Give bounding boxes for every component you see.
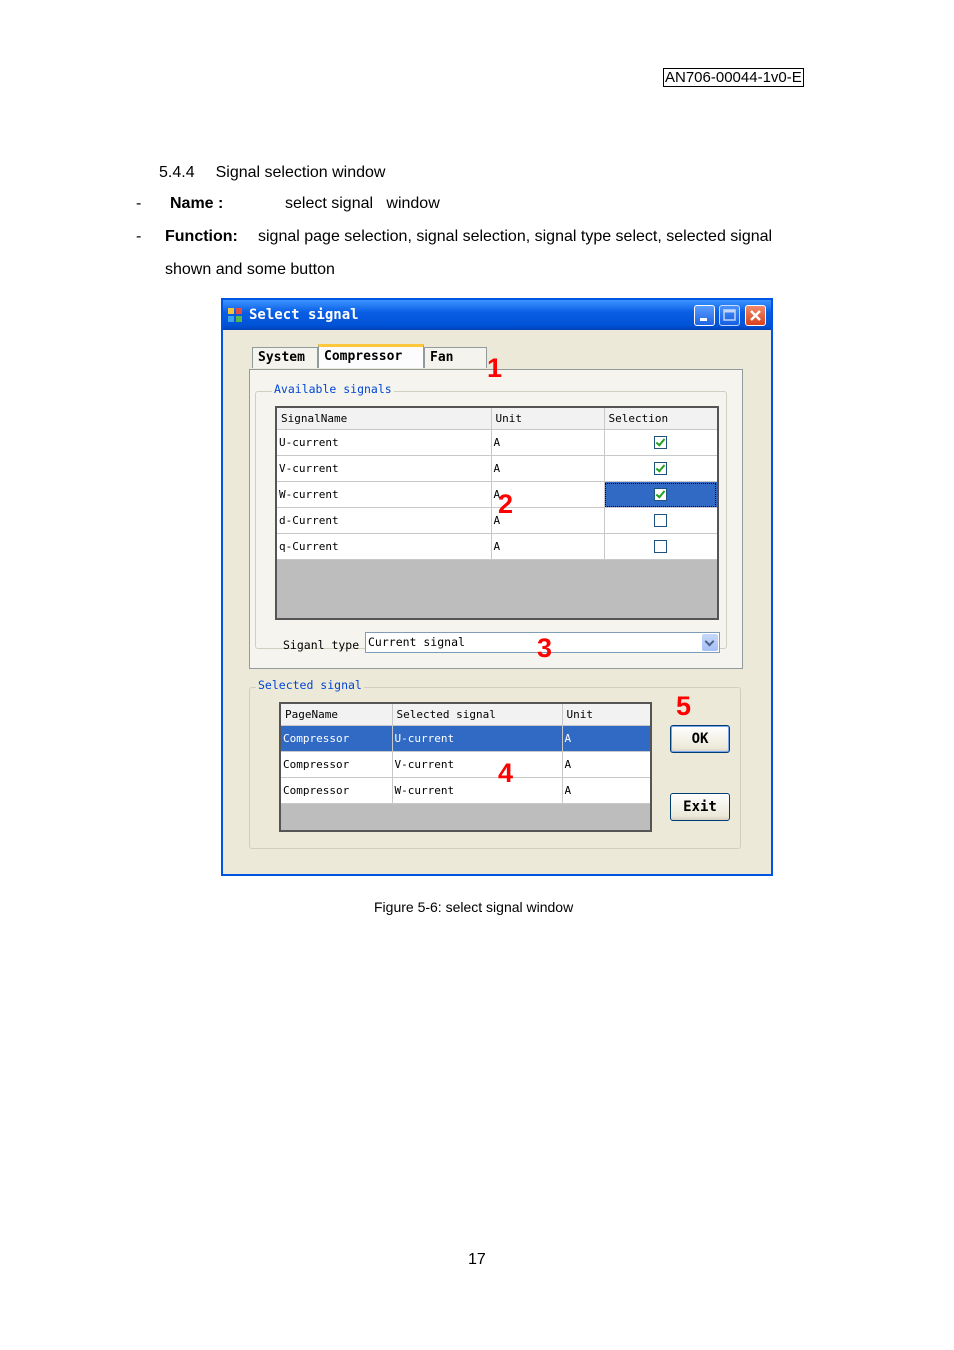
signal-name-cell[interactable]: q-Current — [277, 534, 491, 560]
table-row[interactable] — [277, 430, 717, 456]
unit-cell[interactable]: A — [562, 726, 650, 752]
close-button[interactable] — [745, 305, 766, 326]
signal-name-cell[interactable]: V-current — [277, 456, 491, 482]
document-id: AN706-00044-1v0-E — [665, 69, 802, 86]
signal-name-cell[interactable]: W-current — [277, 482, 491, 508]
annotation-marker-3: 3 — [537, 633, 553, 663]
annotation-marker-1: 1 — [487, 353, 503, 383]
table-row[interactable] — [277, 534, 717, 560]
column-header-unit[interactable]: Unit — [562, 704, 650, 726]
signal-unit-cell[interactable]: A — [491, 456, 604, 482]
ok-button[interactable]: OK — [670, 725, 730, 753]
maximize-icon — [720, 306, 739, 325]
window-client — [223, 330, 771, 874]
table-row-selected[interactable] — [281, 726, 650, 752]
signal-name-cell[interactable]: d-Current — [277, 508, 491, 534]
table-row[interactable] — [281, 778, 650, 804]
bullet-text-function: signal page selection, signal selection, signal type select, selected signal — [258, 228, 773, 245]
app-icon — [228, 308, 242, 322]
maximize-button[interactable] — [719, 305, 740, 326]
signal-unit-cell[interactable]: A — [491, 430, 604, 456]
close-icon — [746, 306, 765, 325]
annotation-marker-5: 5 — [676, 691, 692, 721]
section-heading — [159, 164, 385, 182]
column-header-selected-signal[interactable]: Selected signal — [392, 704, 562, 726]
section-number: 5.4.4 — [159, 164, 195, 181]
table-row[interactable] — [281, 752, 650, 778]
checkbox-checked[interactable] — [654, 462, 667, 475]
grid-header-row — [281, 704, 650, 726]
table-row[interactable] — [277, 456, 717, 482]
section-title: Signal selection window — [215, 164, 386, 181]
tab-panel-compressor — [249, 369, 743, 669]
minimize-icon — [695, 306, 714, 325]
selected-signal-grid — [279, 702, 652, 832]
selection-cell[interactable] — [604, 534, 717, 560]
bullet-text-function-continued: shown and some button — [165, 261, 335, 278]
bullet-label-function: Function: — [165, 228, 238, 245]
tab-system[interactable]: System — [252, 347, 318, 368]
bullet-dash-name: - — [136, 195, 142, 212]
tab-compressor[interactable]: Compressor — [318, 344, 424, 368]
unit-cell[interactable]: A — [562, 778, 650, 804]
select-signal-window — [221, 298, 773, 876]
page-name-cell[interactable]: Compressor — [281, 726, 392, 752]
minimize-button[interactable] — [694, 305, 715, 326]
column-header-pagename[interactable]: PageName — [281, 704, 392, 726]
selected-signal-cell[interactable]: V-current — [392, 752, 562, 778]
table-row[interactable] — [277, 482, 717, 508]
checkbox-unchecked[interactable] — [654, 540, 667, 553]
selection-cell-focused[interactable] — [604, 482, 717, 508]
figure-caption: Figure 5-6: select signal window — [374, 899, 574, 915]
checkbox-checked[interactable] — [654, 488, 667, 501]
selected-signal-legend: Selected signal — [258, 678, 362, 692]
signal-unit-cell[interactable]: A — [491, 482, 604, 508]
selected-signal-cell[interactable]: U-current — [392, 726, 562, 752]
available-signals-legend: Available signals — [274, 382, 392, 396]
signal-type-value: Current signal — [368, 635, 465, 649]
available-signals-grid — [275, 406, 719, 620]
checkbox-checked[interactable] — [654, 436, 667, 449]
selection-cell[interactable] — [604, 508, 717, 534]
table-row[interactable] — [277, 508, 717, 534]
bullet-label-name: Name : — [170, 195, 224, 212]
selection-cell[interactable] — [604, 456, 717, 482]
column-header-unit[interactable]: Unit — [491, 408, 604, 430]
bullet-text-name: select signal window — [285, 195, 440, 212]
annotation-marker-2: 2 — [498, 489, 514, 519]
annotation-marker-4: 4 — [498, 758, 514, 788]
checkbox-unchecked[interactable] — [654, 514, 667, 527]
selected-signal-cell[interactable]: W-current — [392, 778, 562, 804]
column-header-signalname[interactable]: SignalName — [277, 408, 491, 430]
exit-button[interactable]: Exit — [670, 793, 730, 821]
page-number: 17 — [468, 1251, 486, 1268]
grid-header-row — [277, 408, 717, 430]
signal-type-label: Siganl type — [283, 638, 360, 652]
signal-name-cell[interactable]: U-current — [277, 430, 491, 456]
chevron-down-icon[interactable] — [702, 634, 718, 651]
selection-cell[interactable] — [604, 430, 717, 456]
bullet-dash-function: - — [136, 228, 142, 245]
column-header-selection[interactable]: Selection — [604, 408, 717, 430]
tab-fan[interactable]: Fan — [424, 347, 487, 368]
page-name-cell[interactable]: Compressor — [281, 778, 392, 804]
title-bar[interactable] — [223, 300, 771, 330]
signal-unit-cell[interactable]: A — [491, 534, 604, 560]
page-name-cell[interactable]: Compressor — [281, 752, 392, 778]
window-title: Select signal — [249, 307, 359, 323]
signal-unit-cell[interactable]: A — [491, 508, 604, 534]
unit-cell[interactable]: A — [562, 752, 650, 778]
